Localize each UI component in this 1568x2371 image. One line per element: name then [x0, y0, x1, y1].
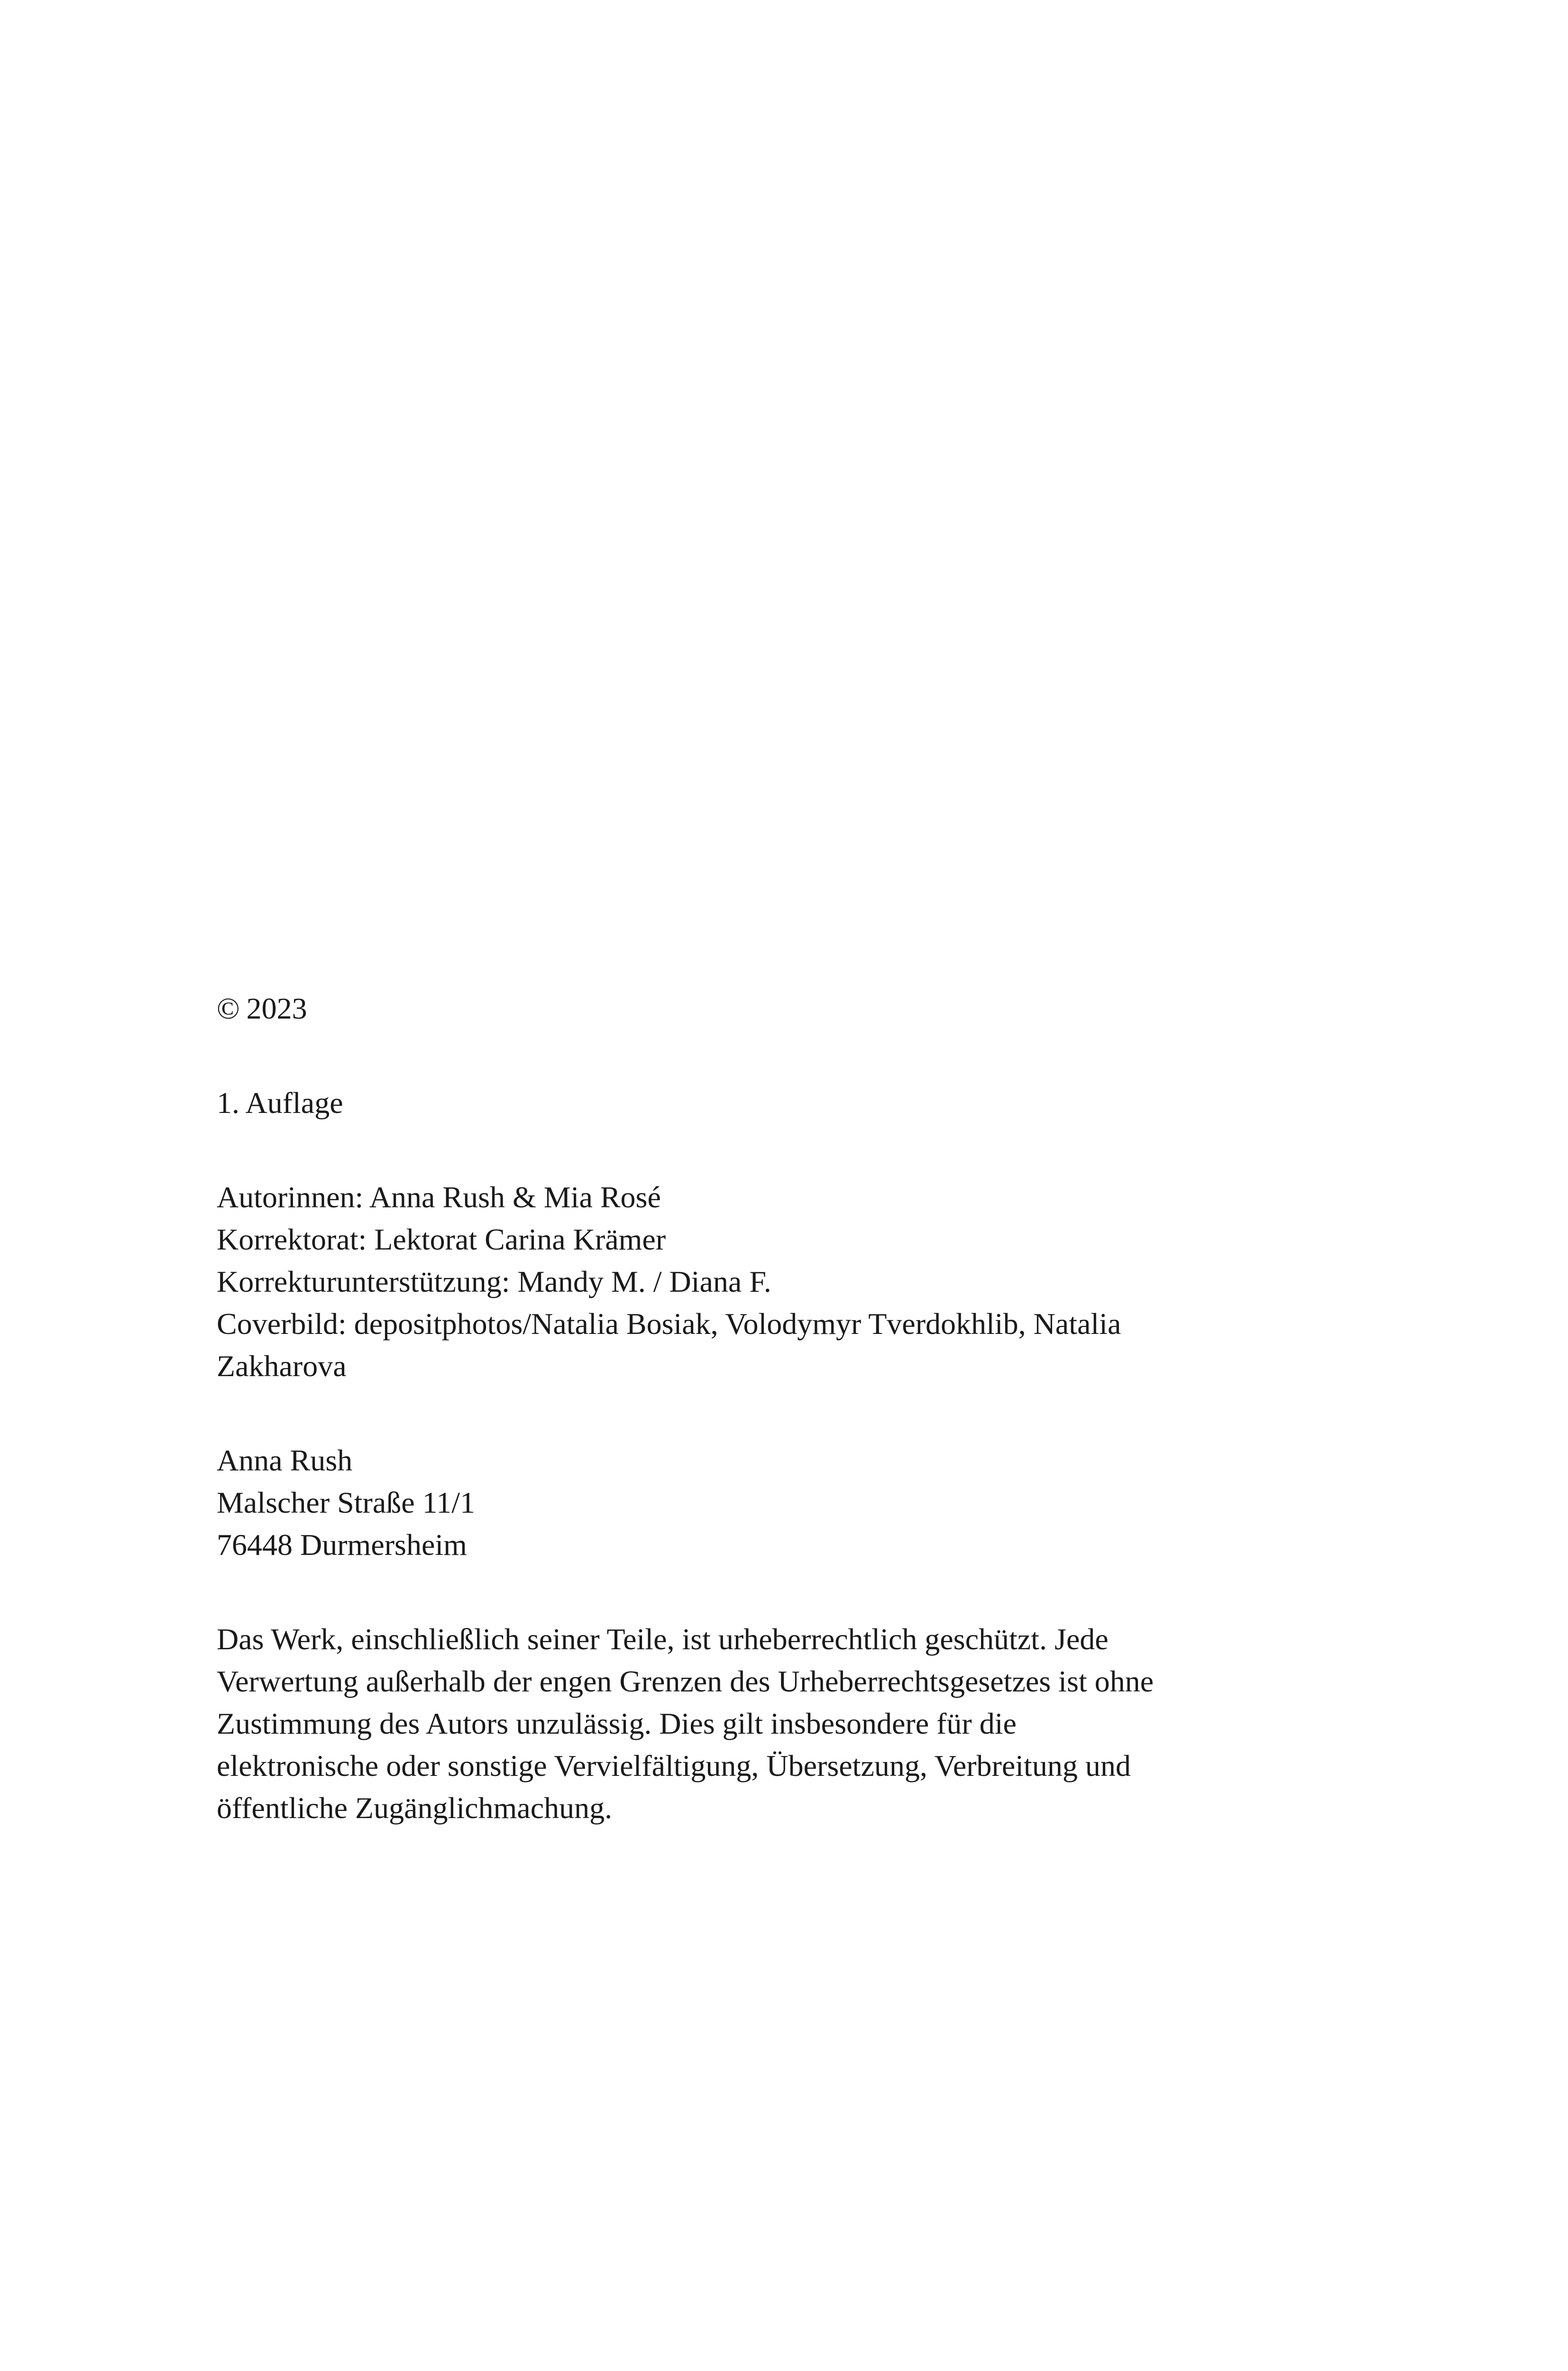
legal-line: elektronische oder sonstige Vervielfältigung, Übersetzung, Verbreitung und [217, 1749, 1131, 1783]
credit-cover-image: Coverbild: depositphotos/Natalia Bosiak, Volodymyr Tverdokhlib, Natalia [217, 1307, 1121, 1341]
address-city: 76448 Durmersheim [217, 1528, 467, 1562]
credit-proofreading-support: Korrekturunterstützung: Mandy M. / Diana F. [217, 1265, 771, 1298]
legal-line: Zustimmung des Autors unzulässig. Dies gilt insbesondere für die [217, 1707, 1017, 1740]
imprint-block [217, 987, 1331, 1829]
legal-line: Das Werk, einschließlich seiner Teile, ist urheberrechtlich geschützt. Jede [217, 1622, 1109, 1656]
legal-line: Verwertung außerhalb der engen Grenzen des Urheberrechtsgesetzes ist ohne [217, 1664, 1154, 1698]
address-block [217, 1439, 1331, 1566]
copyright-block [217, 987, 1331, 1029]
legal-notice [217, 1618, 1331, 1829]
copyright-year: 2023 [246, 992, 307, 1025]
credit-proofreading: Korrektorat: Lektorat Carina Krämer [217, 1222, 666, 1256]
edition-line: 1. Auflage [217, 1086, 343, 1120]
address-street: Malscher Straße 11/1 [217, 1486, 476, 1519]
legal-line: öffentliche Zugänglichmachung. [217, 1791, 613, 1825]
copyright-line [217, 987, 1331, 1029]
credit-cover-image-continued: Zakharova [217, 1349, 347, 1383]
credits-block [217, 1176, 1331, 1387]
credit-authors: Autorinnen: Anna Rush & Mia Rosé [217, 1180, 661, 1214]
address-name: Anna Rush [217, 1443, 353, 1477]
copyright-symbol: © [217, 992, 240, 1025]
edition-block [217, 1082, 1331, 1124]
